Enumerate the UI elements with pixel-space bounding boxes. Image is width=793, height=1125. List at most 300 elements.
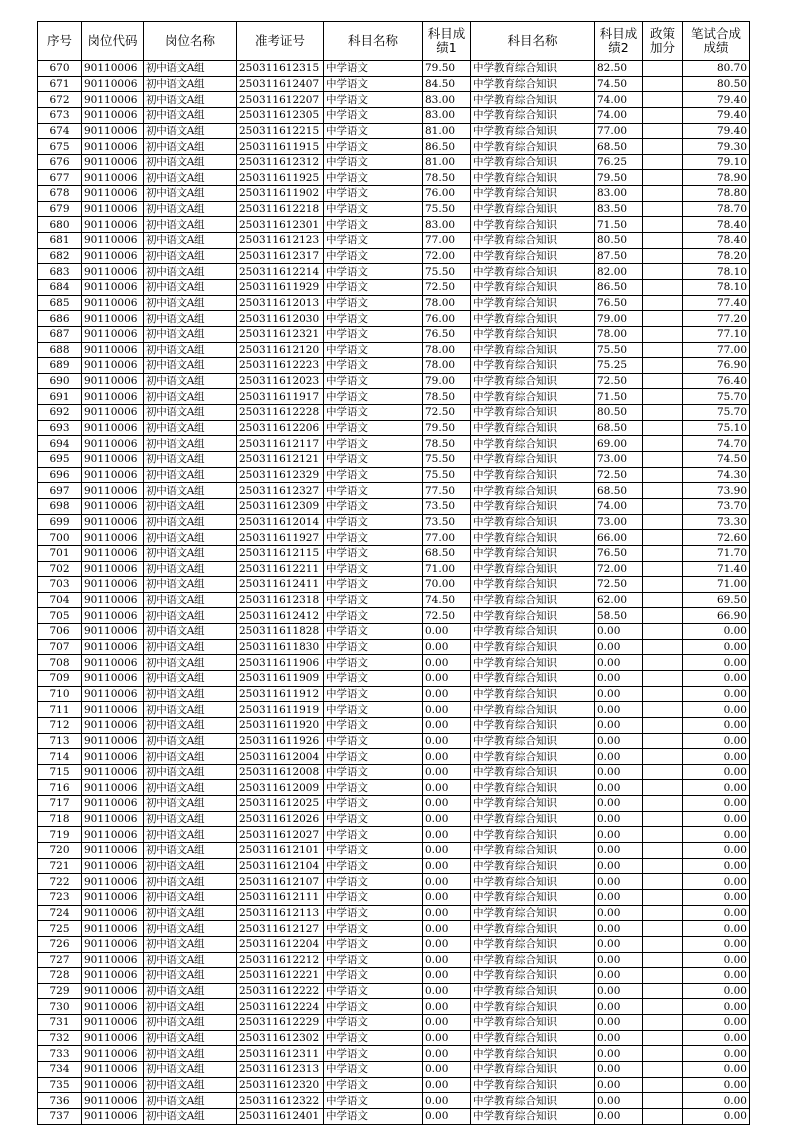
table-row xyxy=(38,670,750,686)
total-score-cell: 0.00 xyxy=(683,905,750,921)
subject-name-1-cell: 中学语文 xyxy=(324,702,423,718)
subject-score-2-cell: 58.50 xyxy=(595,608,643,624)
table-header xyxy=(38,22,750,61)
exam-number-cell: 250311612317 xyxy=(237,248,324,264)
subject-score-1-cell: 83.00 xyxy=(423,92,471,108)
exam-number-cell: 250311612204 xyxy=(237,936,324,952)
subject-score-1-cell: 0.00 xyxy=(423,1077,471,1093)
subject-score-2-cell: 0.00 xyxy=(595,811,643,827)
policy-bonus-cell xyxy=(643,577,683,593)
table-body xyxy=(38,61,750,1125)
subject-name-1-cell: 中学语文 xyxy=(324,1015,423,1031)
position-code-cell: 90110006 xyxy=(82,639,144,655)
table-row xyxy=(38,639,750,655)
total-score-cell: 0.00 xyxy=(683,858,750,874)
total-score-cell: 0.00 xyxy=(683,874,750,890)
subject-score-2-cell: 0.00 xyxy=(595,889,643,905)
total-score-cell: 71.40 xyxy=(683,561,750,577)
policy-bonus-cell xyxy=(643,264,683,280)
subject-name-1-cell: 中学语文 xyxy=(324,592,423,608)
total-score-cell: 75.70 xyxy=(683,405,750,421)
seq-cell: 713 xyxy=(38,733,82,749)
subject-name-1-cell: 中学语文 xyxy=(324,483,423,499)
policy-bonus-cell xyxy=(643,983,683,999)
subject-name-2-cell: 中学教育综合知识 xyxy=(471,545,595,561)
policy-bonus-cell xyxy=(643,717,683,733)
position-code-cell: 90110006 xyxy=(82,217,144,233)
table-row xyxy=(38,686,750,702)
position-name-cell: 初中语文A组 xyxy=(144,545,237,561)
policy-bonus-cell xyxy=(643,358,683,374)
total-score-cell: 79.40 xyxy=(683,92,750,108)
table-row xyxy=(38,983,750,999)
total-score-cell: 0.00 xyxy=(683,952,750,968)
table-row xyxy=(38,545,750,561)
subject-name-2-cell: 中学教育综合知识 xyxy=(471,999,595,1015)
policy-bonus-cell xyxy=(643,279,683,295)
position-code-cell: 90110006 xyxy=(82,796,144,812)
position-code-cell: 90110006 xyxy=(82,968,144,984)
subject-name-2-cell: 中学教育综合知识 xyxy=(471,874,595,890)
subject-name-2-cell: 中学教育综合知识 xyxy=(471,1093,595,1109)
policy-bonus-cell xyxy=(643,311,683,327)
exam-number-cell: 250311612215 xyxy=(237,123,324,139)
exam-number-cell: 250311612218 xyxy=(237,201,324,217)
position-code-cell: 90110006 xyxy=(82,61,144,77)
policy-bonus-cell xyxy=(643,936,683,952)
subject-score-2-cell: 86.50 xyxy=(595,279,643,295)
exam-number-cell: 250311612411 xyxy=(237,577,324,593)
subject-name-1-cell: 中学语文 xyxy=(324,217,423,233)
subject-name-1-cell: 中学语文 xyxy=(324,467,423,483)
position-code-cell: 90110006 xyxy=(82,420,144,436)
subject-score-1-cell: 0.00 xyxy=(423,905,471,921)
subject-name-2-cell: 中学教育综合知识 xyxy=(471,186,595,202)
seq-cell: 697 xyxy=(38,483,82,499)
seq-cell: 737 xyxy=(38,1108,82,1124)
position-name-cell: 初中语文A组 xyxy=(144,1108,237,1124)
subject-score-2-cell: 0.00 xyxy=(595,1077,643,1093)
subject-name-2-cell: 中学教育综合知识 xyxy=(471,889,595,905)
table-row xyxy=(38,452,750,468)
subject-name-1-cell: 中学语文 xyxy=(324,796,423,812)
subject-score-2-cell: 0.00 xyxy=(595,843,643,859)
exam-number-cell: 250311612315 xyxy=(237,61,324,77)
subject-score-2-cell: 0.00 xyxy=(595,655,643,671)
policy-bonus-cell xyxy=(643,61,683,77)
position-name-cell: 初中语文A组 xyxy=(144,405,237,421)
seq-cell: 719 xyxy=(38,827,82,843)
table-row xyxy=(38,61,750,77)
seq-cell: 714 xyxy=(38,749,82,765)
position-code-cell: 90110006 xyxy=(82,1093,144,1109)
subject-score-2-cell: 79.00 xyxy=(595,311,643,327)
subject-name-2-cell: 中学教育综合知识 xyxy=(471,577,595,593)
subject-score-1-cell: 78.50 xyxy=(423,436,471,452)
total-score-cell: 0.00 xyxy=(683,702,750,718)
seq-cell: 732 xyxy=(38,1030,82,1046)
subject-score-1-cell: 73.50 xyxy=(423,514,471,530)
seq-cell: 711 xyxy=(38,702,82,718)
exam-number-cell: 250311611902 xyxy=(237,186,324,202)
policy-bonus-cell xyxy=(643,1062,683,1078)
subject-name-2-cell: 中学教育综合知识 xyxy=(471,827,595,843)
subject-score-2-cell: 0.00 xyxy=(595,905,643,921)
policy-bonus-cell xyxy=(643,1093,683,1109)
exam-number-cell: 250311612302 xyxy=(237,1030,324,1046)
header-position-code: 岗位代码 xyxy=(82,22,144,61)
subject-score-2-cell: 0.00 xyxy=(595,827,643,843)
subject-name-1-cell: 中学语文 xyxy=(324,889,423,905)
position-code-cell: 90110006 xyxy=(82,686,144,702)
position-name-cell: 初中语文A组 xyxy=(144,921,237,937)
position-name-cell: 初中语文A组 xyxy=(144,858,237,874)
subject-name-2-cell: 中学教育综合知识 xyxy=(471,733,595,749)
seq-cell: 702 xyxy=(38,561,82,577)
seq-cell: 715 xyxy=(38,764,82,780)
seq-cell: 684 xyxy=(38,279,82,295)
policy-bonus-cell xyxy=(643,796,683,812)
subject-score-1-cell: 70.00 xyxy=(423,577,471,593)
subject-name-1-cell: 中学语文 xyxy=(324,295,423,311)
subject-score-1-cell: 84.50 xyxy=(423,76,471,92)
subject-score-2-cell: 0.00 xyxy=(595,874,643,890)
subject-name-1-cell: 中学语文 xyxy=(324,1046,423,1062)
policy-bonus-cell xyxy=(643,467,683,483)
subject-score-2-cell: 76.25 xyxy=(595,154,643,170)
table-row xyxy=(38,921,750,937)
subject-score-1-cell: 77.50 xyxy=(423,483,471,499)
table-row xyxy=(38,279,750,295)
position-code-cell: 90110006 xyxy=(82,1062,144,1078)
subject-name-2-cell: 中学教育综合知识 xyxy=(471,61,595,77)
subject-name-2-cell: 中学教育综合知识 xyxy=(471,311,595,327)
table-row xyxy=(38,264,750,280)
position-code-cell: 90110006 xyxy=(82,186,144,202)
exam-number-cell: 250311612025 xyxy=(237,796,324,812)
position-code-cell: 90110006 xyxy=(82,514,144,530)
subject-name-1-cell: 中学语文 xyxy=(324,983,423,999)
exam-number-cell: 250311612120 xyxy=(237,342,324,358)
subject-name-1-cell: 中学语文 xyxy=(324,717,423,733)
exam-number-cell: 250311612123 xyxy=(237,233,324,249)
seq-cell: 707 xyxy=(38,639,82,655)
subject-name-2-cell: 中学教育综合知识 xyxy=(471,749,595,765)
subject-name-1-cell: 中学语文 xyxy=(324,452,423,468)
seq-cell: 708 xyxy=(38,655,82,671)
exam-number-cell: 250311612327 xyxy=(237,483,324,499)
position-code-cell: 90110006 xyxy=(82,561,144,577)
subject-score-2-cell: 0.00 xyxy=(595,764,643,780)
total-score-cell: 80.50 xyxy=(683,76,750,92)
policy-bonus-cell xyxy=(643,545,683,561)
subject-score-1-cell: 0.00 xyxy=(423,1046,471,1062)
subject-name-1-cell: 中学语文 xyxy=(324,858,423,874)
position-name-cell: 初中语文A组 xyxy=(144,264,237,280)
subject-name-2-cell: 中学教育综合知识 xyxy=(471,342,595,358)
subject-name-1-cell: 中学语文 xyxy=(324,76,423,92)
seq-cell: 686 xyxy=(38,311,82,327)
position-code-cell: 90110006 xyxy=(82,1046,144,1062)
seq-cell: 727 xyxy=(38,952,82,968)
table-row xyxy=(38,233,750,249)
position-code-cell: 90110006 xyxy=(82,326,144,342)
subject-name-1-cell: 中学语文 xyxy=(324,827,423,843)
table-row xyxy=(38,717,750,733)
subject-name-2-cell: 中学教育综合知识 xyxy=(471,498,595,514)
subject-name-2-cell: 中学教育综合知识 xyxy=(471,717,595,733)
position-code-cell: 90110006 xyxy=(82,858,144,874)
subject-score-1-cell: 71.00 xyxy=(423,561,471,577)
subject-score-2-cell: 79.50 xyxy=(595,170,643,186)
subject-name-2-cell: 中学教育综合知识 xyxy=(471,201,595,217)
policy-bonus-cell xyxy=(643,655,683,671)
exam-number-cell: 250311611828 xyxy=(237,624,324,640)
subject-name-2-cell: 中学教育综合知识 xyxy=(471,592,595,608)
seq-cell: 712 xyxy=(38,717,82,733)
subject-score-2-cell: 74.00 xyxy=(595,107,643,123)
subject-name-2-cell: 中学教育综合知识 xyxy=(471,1062,595,1078)
seq-cell: 694 xyxy=(38,436,82,452)
total-score-cell: 78.70 xyxy=(683,201,750,217)
position-code-cell: 90110006 xyxy=(82,921,144,937)
table-row xyxy=(38,373,750,389)
subject-score-1-cell: 78.00 xyxy=(423,295,471,311)
position-code-cell: 90110006 xyxy=(82,498,144,514)
position-name-cell: 初中语文A组 xyxy=(144,1030,237,1046)
total-score-cell: 78.90 xyxy=(683,170,750,186)
seq-cell: 736 xyxy=(38,1093,82,1109)
total-score-cell: 0.00 xyxy=(683,968,750,984)
subject-score-1-cell: 78.50 xyxy=(423,170,471,186)
position-name-cell: 初中语文A组 xyxy=(144,999,237,1015)
subject-score-1-cell: 83.00 xyxy=(423,107,471,123)
subject-score-1-cell: 0.00 xyxy=(423,936,471,952)
position-code-cell: 90110006 xyxy=(82,702,144,718)
subject-score-2-cell: 0.00 xyxy=(595,670,643,686)
subject-score-1-cell: 72.50 xyxy=(423,608,471,624)
total-score-cell: 0.00 xyxy=(683,936,750,952)
subject-name-1-cell: 中学语文 xyxy=(324,326,423,342)
total-score-cell: 0.00 xyxy=(683,983,750,999)
policy-bonus-cell xyxy=(643,561,683,577)
subject-score-2-cell: 0.00 xyxy=(595,780,643,796)
exam-number-cell: 250311612127 xyxy=(237,921,324,937)
position-name-cell: 初中语文A组 xyxy=(144,1062,237,1078)
table-row xyxy=(38,624,750,640)
table-row xyxy=(38,483,750,499)
position-name-cell: 初中语文A组 xyxy=(144,936,237,952)
subject-name-1-cell: 中学语文 xyxy=(324,311,423,327)
total-score-cell: 0.00 xyxy=(683,780,750,796)
subject-name-1-cell: 中学语文 xyxy=(324,170,423,186)
total-score-cell: 0.00 xyxy=(683,811,750,827)
subject-name-1-cell: 中学语文 xyxy=(324,655,423,671)
subject-score-2-cell: 72.50 xyxy=(595,577,643,593)
subject-name-2-cell: 中学教育综合知识 xyxy=(471,92,595,108)
seq-cell: 672 xyxy=(38,92,82,108)
total-score-cell: 78.80 xyxy=(683,186,750,202)
policy-bonus-cell xyxy=(643,889,683,905)
policy-bonus-cell xyxy=(643,530,683,546)
total-score-cell: 75.10 xyxy=(683,420,750,436)
exam-number-cell: 250311612117 xyxy=(237,436,324,452)
policy-bonus-cell xyxy=(643,1077,683,1093)
total-score-cell: 0.00 xyxy=(683,827,750,843)
subject-score-2-cell: 73.00 xyxy=(595,452,643,468)
policy-bonus-cell xyxy=(643,639,683,655)
exam-number-cell: 250311612221 xyxy=(237,968,324,984)
table-row xyxy=(38,874,750,890)
subject-score-2-cell: 0.00 xyxy=(595,952,643,968)
total-score-cell: 0.00 xyxy=(683,624,750,640)
position-code-cell: 90110006 xyxy=(82,592,144,608)
position-name-cell: 初中语文A组 xyxy=(144,358,237,374)
subject-score-2-cell: 72.50 xyxy=(595,467,643,483)
total-score-cell: 73.90 xyxy=(683,483,750,499)
table-row xyxy=(38,170,750,186)
total-score-cell: 78.20 xyxy=(683,248,750,264)
position-code-cell: 90110006 xyxy=(82,905,144,921)
position-code-cell: 90110006 xyxy=(82,92,144,108)
subject-name-1-cell: 中学语文 xyxy=(324,686,423,702)
position-name-cell: 初中语文A组 xyxy=(144,326,237,342)
position-code-cell: 90110006 xyxy=(82,545,144,561)
subject-name-2-cell: 中学教育综合知识 xyxy=(471,670,595,686)
subject-score-1-cell: 0.00 xyxy=(423,1093,471,1109)
policy-bonus-cell xyxy=(643,139,683,155)
subject-name-1-cell: 中学语文 xyxy=(324,561,423,577)
header-subject-name-1: 科目名称 xyxy=(324,22,423,61)
position-code-cell: 90110006 xyxy=(82,608,144,624)
subject-score-2-cell: 76.50 xyxy=(595,295,643,311)
subject-score-2-cell: 0.00 xyxy=(595,999,643,1015)
subject-name-1-cell: 中学语文 xyxy=(324,514,423,530)
total-score-cell: 74.30 xyxy=(683,467,750,483)
subject-name-1-cell: 中学语文 xyxy=(324,843,423,859)
position-code-cell: 90110006 xyxy=(82,1077,144,1093)
subject-score-1-cell: 76.50 xyxy=(423,326,471,342)
position-name-cell: 初中语文A组 xyxy=(144,717,237,733)
exam-number-cell: 250311612115 xyxy=(237,545,324,561)
policy-bonus-cell xyxy=(643,624,683,640)
subject-name-1-cell: 中学语文 xyxy=(324,670,423,686)
subject-name-2-cell: 中学教育综合知识 xyxy=(471,624,595,640)
policy-bonus-cell xyxy=(643,780,683,796)
seq-cell: 734 xyxy=(38,1062,82,1078)
subject-name-2-cell: 中学教育综合知识 xyxy=(471,264,595,280)
seq-cell: 718 xyxy=(38,811,82,827)
subject-score-1-cell: 75.50 xyxy=(423,452,471,468)
exam-number-cell: 250311612014 xyxy=(237,514,324,530)
total-score-cell: 0.00 xyxy=(683,1108,750,1124)
seq-cell: 682 xyxy=(38,248,82,264)
exam-number-cell: 250311612026 xyxy=(237,811,324,827)
exam-number-cell: 250311612113 xyxy=(237,905,324,921)
exam-number-cell: 250311611830 xyxy=(237,639,324,655)
total-score-cell: 77.40 xyxy=(683,295,750,311)
subject-name-1-cell: 中学语文 xyxy=(324,201,423,217)
subject-name-2-cell: 中学教育综合知识 xyxy=(471,764,595,780)
position-code-cell: 90110006 xyxy=(82,452,144,468)
subject-score-1-cell: 0.00 xyxy=(423,843,471,859)
subject-score-2-cell: 83.50 xyxy=(595,201,643,217)
total-score-cell: 80.70 xyxy=(683,61,750,77)
position-code-cell: 90110006 xyxy=(82,1030,144,1046)
subject-name-1-cell: 中学语文 xyxy=(324,999,423,1015)
seq-cell: 721 xyxy=(38,858,82,874)
table-row xyxy=(38,592,750,608)
policy-bonus-cell xyxy=(643,373,683,389)
position-code-cell: 90110006 xyxy=(82,279,144,295)
total-score-cell: 69.50 xyxy=(683,592,750,608)
subject-name-2-cell: 中学教育综合知识 xyxy=(471,389,595,405)
total-score-cell: 0.00 xyxy=(683,686,750,702)
subject-name-1-cell: 中学语文 xyxy=(324,811,423,827)
position-name-cell: 初中语文A组 xyxy=(144,702,237,718)
subject-name-2-cell: 中学教育综合知识 xyxy=(471,905,595,921)
subject-name-2-cell: 中学教育综合知识 xyxy=(471,123,595,139)
exam-number-cell: 250311612101 xyxy=(237,843,324,859)
seq-cell: 725 xyxy=(38,921,82,937)
position-code-cell: 90110006 xyxy=(82,983,144,999)
exam-number-cell: 250311612206 xyxy=(237,420,324,436)
subject-name-2-cell: 中学教育综合知识 xyxy=(471,248,595,264)
total-score-cell: 0.00 xyxy=(683,764,750,780)
table-row xyxy=(38,936,750,952)
subject-score-1-cell: 75.50 xyxy=(423,201,471,217)
subject-name-1-cell: 中学语文 xyxy=(324,92,423,108)
subject-score-1-cell: 76.00 xyxy=(423,186,471,202)
table-row xyxy=(38,655,750,671)
subject-score-1-cell: 0.00 xyxy=(423,717,471,733)
policy-bonus-cell xyxy=(643,827,683,843)
subject-name-2-cell: 中学教育综合知识 xyxy=(471,279,595,295)
subject-score-1-cell: 68.50 xyxy=(423,545,471,561)
position-code-cell: 90110006 xyxy=(82,827,144,843)
seq-cell: 730 xyxy=(38,999,82,1015)
policy-bonus-cell xyxy=(643,295,683,311)
table-row xyxy=(38,608,750,624)
table-row xyxy=(38,467,750,483)
subject-name-2-cell: 中学教育综合知识 xyxy=(471,608,595,624)
position-name-cell: 初中语文A组 xyxy=(144,1077,237,1093)
position-code-cell: 90110006 xyxy=(82,624,144,640)
position-code-cell: 90110006 xyxy=(82,436,144,452)
position-code-cell: 90110006 xyxy=(82,467,144,483)
policy-bonus-cell xyxy=(643,107,683,123)
position-code-cell: 90110006 xyxy=(82,248,144,264)
policy-bonus-cell xyxy=(643,420,683,436)
subject-name-1-cell: 中学语文 xyxy=(324,358,423,374)
position-name-cell: 初中语文A组 xyxy=(144,61,237,77)
seq-cell: 676 xyxy=(38,154,82,170)
table-row xyxy=(38,405,750,421)
seq-cell: 693 xyxy=(38,420,82,436)
policy-bonus-cell xyxy=(643,858,683,874)
total-score-cell: 78.40 xyxy=(683,217,750,233)
policy-bonus-cell xyxy=(643,248,683,264)
total-score-cell: 78.40 xyxy=(683,233,750,249)
position-name-cell: 初中语文A组 xyxy=(144,436,237,452)
subject-name-1-cell: 中学语文 xyxy=(324,498,423,514)
table-row xyxy=(38,514,750,530)
subject-name-2-cell: 中学教育综合知识 xyxy=(471,170,595,186)
subject-score-1-cell: 0.00 xyxy=(423,827,471,843)
exam-number-cell: 250311612311 xyxy=(237,1046,324,1062)
subject-name-2-cell: 中学教育综合知识 xyxy=(471,514,595,530)
total-score-cell: 66.90 xyxy=(683,608,750,624)
